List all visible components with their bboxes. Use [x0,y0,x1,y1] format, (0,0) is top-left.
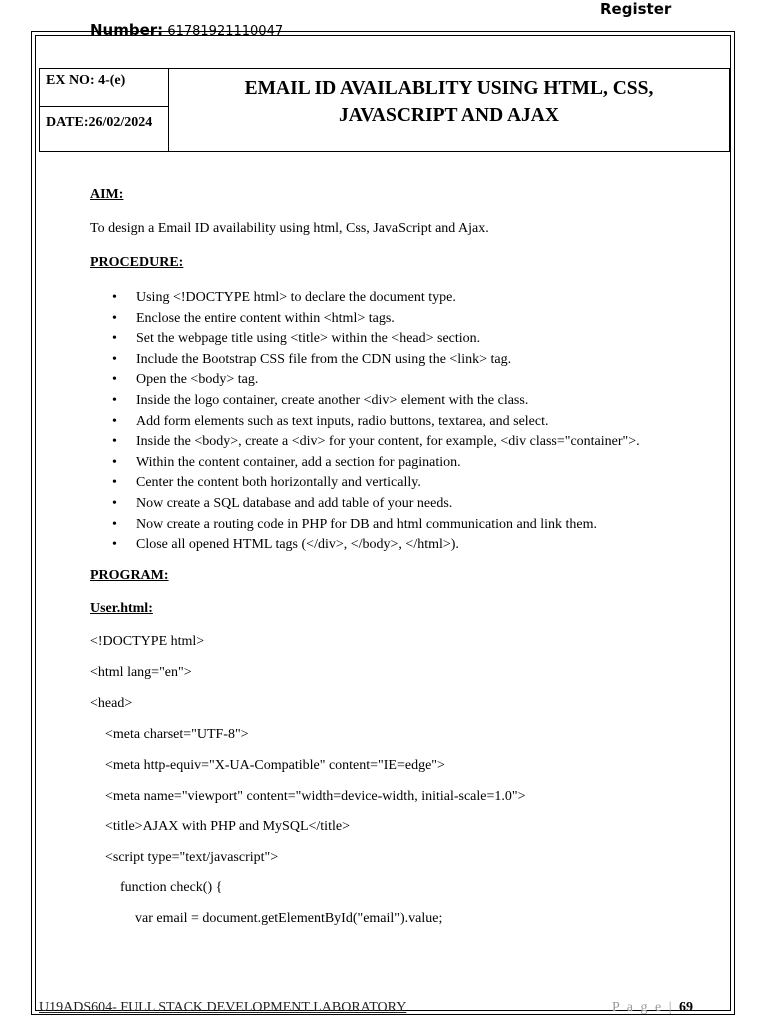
code-line: <meta http-equiv="X-UA-Compatible" content="IE=edge"> [105,758,445,773]
page-label: P a g e | [612,1000,674,1015]
list-item: • Close all opened HTML tags (</div>, </body>, </html>). [112,537,459,553]
exercise-date: DATE:26/02/2024 [46,115,153,130]
code-line: var email = document.getElementById("email").value; [135,911,443,926]
list-item: • Now create a SQL database and add table of your needs. [112,495,453,511]
code-line: <meta name="viewport" content="width=device-width, initial-scale=1.0"> [105,789,526,804]
footer-lab-name: U19ADS604- FULL STACK DEVELOPMENT LABORATORY [39,1000,407,1015]
procedure-list [112,288,640,556]
list-item: • Set the webpage title using <title> within the <head> section. [112,331,481,347]
register-label: Register [600,0,672,18]
list-item: • Add form elements such as text inputs, radio buttons, textarea, and select. [112,413,549,429]
page-number: 69 [679,1000,693,1015]
register-number-label: Number: [90,21,164,39]
program-heading: PROGRAM: [90,568,169,583]
code-line: function check() { [120,880,223,895]
procedure-heading: PROCEDURE: [90,255,184,270]
code-line: <meta charset="UTF-8"> [105,727,249,742]
list-item: • Inside the <body>, create a <div> for your content, for example, <div class="container">. [112,434,640,450]
code-line: <html lang="en"> [90,665,192,680]
title-line-1: EMAIL ID AVAILABLITY USING HTML, CSS, [244,78,654,99]
code-line: <!DOCTYPE html> [90,634,205,649]
list-item: • Open the <body> tag. [112,372,259,388]
list-item: • Using <!DOCTYPE html> to declare the document type. [112,290,456,305]
footer-page [612,1000,693,1016]
page-title [169,75,729,129]
header-divider [40,106,168,107]
header-left-cell [40,69,169,151]
code-line: <script type="text/javascript"> [105,850,279,865]
list-item: • Center the content both horizontally and vertically. [112,475,421,491]
exercise-number: EX NO: 4-(e) [46,73,126,88]
aim-heading: AIM: [90,187,124,202]
title-line-2: JAVASCRIPT AND AJAX [339,105,559,126]
file-heading: User.html: [90,601,153,616]
list-item: • Include the Bootstrap CSS file from the CDN using the <link> tag. [112,351,512,367]
register-number-value: 61781921110047 [167,24,284,39]
list-item: • Inside the logo container, create another <div> element with the class. [112,392,529,408]
list-item: • Now create a routing code in PHP for DB and html communication and link them. [112,516,597,532]
code-line: <title>AJAX with PHP and MySQL</title> [105,819,350,834]
header-table [39,68,730,152]
list-item: • Enclose the entire content within <html> tags. [112,310,395,326]
list-item: • Within the content container, add a section for pagination. [112,454,461,470]
aim-text: To design a Email ID availability using html, Css, JavaScript and Ajax. [90,221,489,236]
code-line: <head> [90,696,133,711]
